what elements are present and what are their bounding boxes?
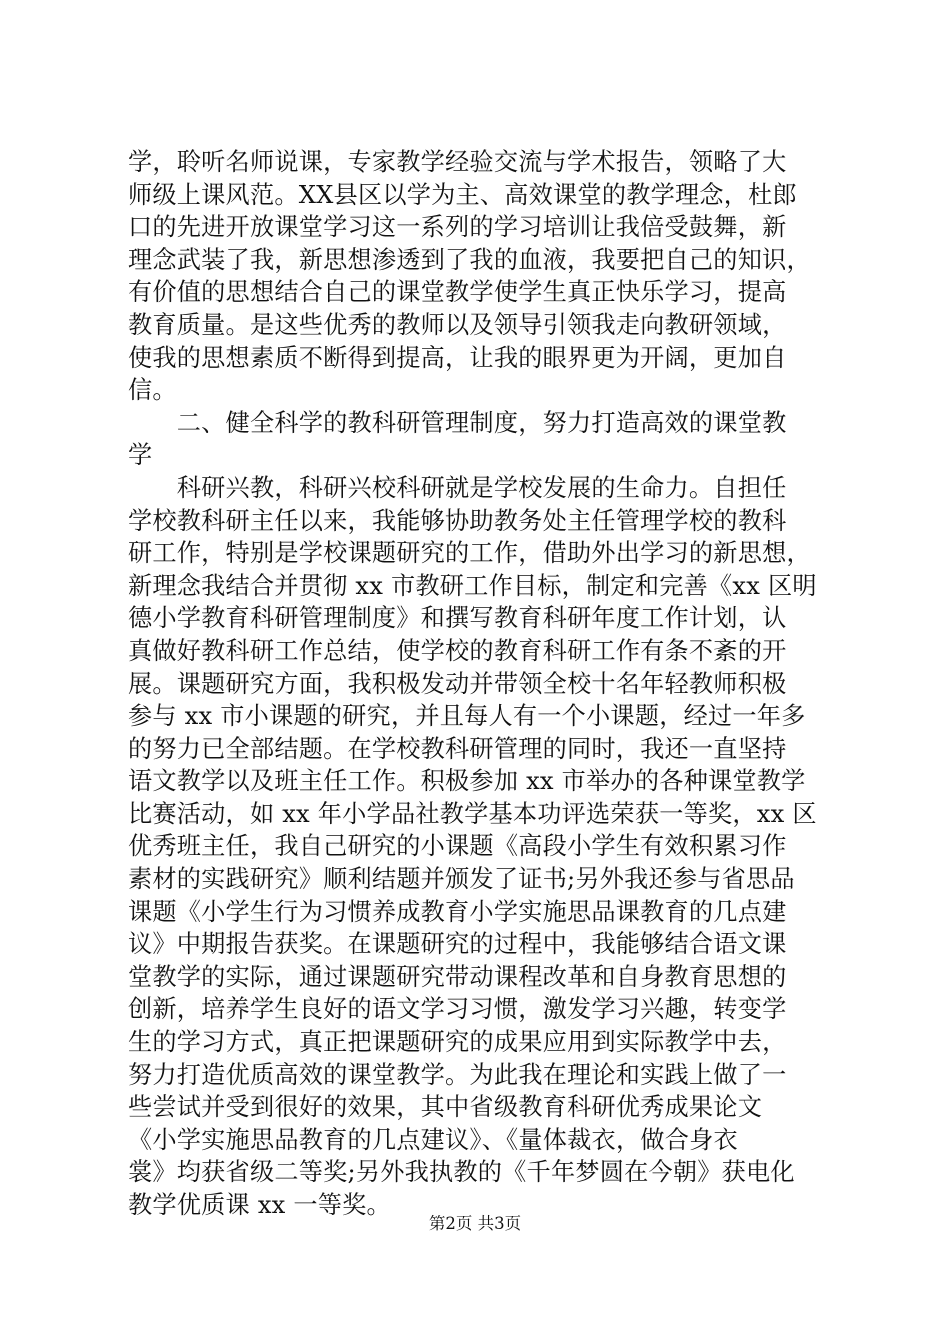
text-line: 努力打造优质高效的课堂教学。为此我在理论和实践上做了一 bbox=[128, 1060, 787, 1089]
text-line: 学，聆听名师说课，专家教学经验交流与学术报告，领略了大 bbox=[128, 148, 787, 176]
text-line: 《小学实施思品教育的几点建议》、《量体裁衣，做合身衣 bbox=[128, 1125, 738, 1154]
text-line: 比赛活动，如 xx 年小学品社教学基本功评选荣获一等奖，xx 区 bbox=[128, 799, 817, 828]
section-heading-line: 学 bbox=[128, 441, 153, 470]
section-heading-line: 二、健全科学的教科研管理制度，努力打造高效的课堂教 bbox=[128, 408, 787, 437]
text-line: 有价值的思想结合自己的课堂教学使学生真正快乐学习，提高 bbox=[128, 278, 787, 307]
text-line: 使我的思想素质不断得到提高，让我的眼界更为开阔，更加自 bbox=[128, 343, 787, 372]
text-line: 展。课题研究方面，我积极发动并带领全校十名年轻教师积极 bbox=[128, 669, 787, 698]
text-line: 真做好教科研工作总结，使学校的教育科研工作有条不紊的开 bbox=[128, 636, 787, 665]
text-line: 科研兴教，科研兴校科研就是学校发展的生命力。自担任 bbox=[128, 473, 787, 502]
text-line: 教学优质课 xx 一等奖。 bbox=[128, 1191, 391, 1219]
text-line: 学校教科研主任以来，我能够协助教务处主任管理学校的教科 bbox=[128, 506, 787, 535]
text-line: 堂教学的实际，通过课题研究带动课程改革和自身教育思想的 bbox=[128, 962, 787, 991]
text-line: 优秀班主任，我自己研究的小课题《高段小学生有效积累习作 bbox=[128, 832, 787, 861]
body-text bbox=[128, 146, 828, 1222]
text-line: 议》中期报告获奖。在课题研究的过程中，我能够结合语文课 bbox=[128, 930, 787, 959]
text-line: 师级上课风范。XX县区以学为主、高效课堂的教学理念，杜郎 bbox=[128, 180, 797, 209]
text-line: 创新，培养学生良好的语文学习习惯，激发学习兴趣，转变学 bbox=[128, 995, 787, 1024]
text-line: 语文教学以及班主任工作。积极参加 xx 市举办的各种课堂教学 bbox=[128, 767, 806, 796]
text-line: 裳》均获省级二等奖;另外我执教的《千年梦圆在今朝》获电化 bbox=[128, 1158, 795, 1187]
text-line: 信。 bbox=[128, 376, 177, 405]
text-line: 教育质量。是这些优秀的教师以及领导引领我走向教研领域， bbox=[128, 310, 787, 339]
text-line: 参与 xx 市小课题的研究，并且每人有一个小课题，经过一年多 bbox=[128, 702, 806, 731]
text-line: 口的先进开放课堂学习这一系列的学习培训让我倍受鼓舞，新 bbox=[128, 213, 787, 242]
text-line: 的努力已全部结题。在学校教科研管理的同时，我还一直坚持 bbox=[128, 734, 787, 763]
text-line: 生的学习方式，真正把课题研究的成果应用到实际教学中去， bbox=[128, 1028, 787, 1057]
text-line: 些尝试并受到很好的效果，其中省级教育科研优秀成果论文 bbox=[128, 1093, 763, 1122]
text-line: 新理念我结合并贯彻 xx 市教研工作目标，制定和完善《xx 区明 bbox=[128, 571, 817, 600]
text-line: 理念武装了我，新思想渗透到了我的血液，我要把自己的知识， bbox=[128, 245, 811, 274]
text-line: 研工作，特别是学校课题研究的工作，借助外出学习的新思想， bbox=[128, 539, 811, 568]
text-line: 德小学教育科研管理制度》和撰写教育科研年度工作计划，认 bbox=[128, 604, 787, 633]
text-line: 素材的实践研究》顺利结题并颁发了证书;另外我还参与省思品 bbox=[128, 865, 795, 894]
page-number-footer: 第2页 共3页 bbox=[428, 1214, 522, 1233]
text-line: 课题《小学生行为习惯养成教育小学实施思品课教育的几点建 bbox=[128, 897, 787, 926]
